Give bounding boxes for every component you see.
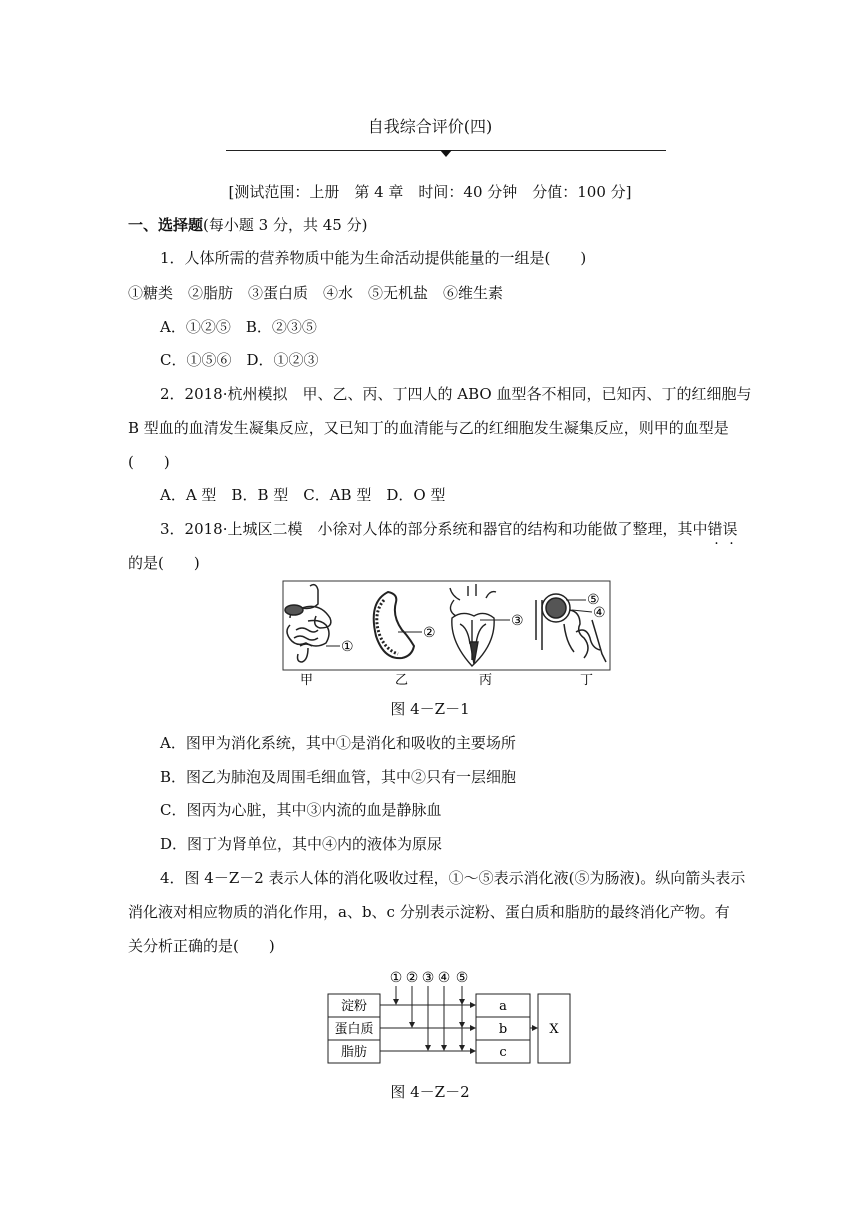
q3-line2: 的是( ) [128, 554, 200, 572]
fig1-label-3: ③ [511, 613, 524, 629]
section-title: 一、选择题 [128, 216, 204, 234]
q4-line2: 消化液对相应物质的消化作用，a、b、c 分别表示淀粉、蛋白质和脂肪的最终消化产物。有 [128, 903, 730, 921]
q3-option-a: A．图甲为消化系统，其中①是消化和吸收的主要场所 [160, 734, 516, 752]
q1-items: ①糖类 ②脂肪 ③蛋白质 ④水 ⑤无机盐 ⑥维生素 [128, 284, 504, 302]
q2-options: A．A 型 B．B 型 C．AB 型 D．O 型 [160, 486, 446, 504]
q4-line3: 关分析正确的是( ) [128, 937, 275, 955]
fig1-label-4: ④ [593, 605, 606, 621]
fig2-number-3: ③ [421, 970, 435, 986]
fig1-name-jia: 甲 [300, 673, 314, 688]
fig1-label-1: ① [341, 639, 354, 655]
q3-option-c: C．图丙为心脏，其中③内流的血是静脉血 [160, 801, 442, 819]
section-note: (每小题 3 分，共 45 分) [203, 216, 368, 234]
test-range: [测试范围：上册 第 4 章 时间：40 分钟 分值：100 分] [228, 183, 632, 201]
alveolus-illustration [374, 592, 414, 658]
fig2-substance-fat: 脂肪 [340, 1045, 368, 1060]
fig2-number-2: ② [405, 970, 419, 986]
fig1-name-bing: 丙 [479, 673, 493, 688]
fig2-product-c: c [499, 1045, 507, 1060]
fig1-label-5: ⑤ [587, 592, 600, 608]
fig1-name-yi: 乙 [395, 673, 409, 688]
fig2-number-1: ① [389, 970, 403, 986]
q2-line3: ( ) [128, 453, 170, 471]
section-heading [128, 214, 367, 235]
digestive-system-illustration [285, 585, 331, 662]
q3-emphasis-1: 错 [707, 520, 723, 538]
q3-line1-text: 3．2018·上城区二模 小徐对人体的部分系统和器官的结构和功能做了整理，其中 [160, 520, 708, 538]
figure-1-caption: 图 4－Z－1 [390, 700, 470, 718]
fig2-substance-starch: 淀粉 [340, 999, 368, 1014]
figure-2-caption: 图 4－Z－2 [390, 1083, 470, 1101]
q2-line2: B 型血的血清发生凝集反应，又已知丁的血清能与乙的红细胞发生凝集反应，则甲的血型是 [128, 419, 729, 437]
fig2-number-5: ⑤ [455, 970, 469, 986]
figure-4-z-2 [320, 962, 580, 1072]
q3-option-b: B．图乙为肺泡及周围毛细血管，其中②只有一层细胞 [160, 768, 517, 786]
fig2-result-x: X [549, 1022, 559, 1037]
fig2-number-4: ④ [437, 970, 451, 986]
q3-line1 [160, 518, 738, 539]
fig1-label-2: ② [423, 625, 436, 641]
q4-line1: 4．图 4－Z－2 表示人体的消化吸收过程，①～⑤表示消化液(⑤为肠液)。纵向箭头表示 [160, 869, 746, 887]
heart-illustration [450, 584, 496, 666]
q1-options-ab: A．①②⑤ B．②③⑤ [160, 318, 317, 336]
q2-line1: 2．2018·杭州模拟 甲、乙、丙、丁四人的 ABO 血型各不相同，已知丙、丁的红细胞与 [160, 385, 752, 403]
figure-4-z-1 [280, 580, 612, 688]
q3-emphasis-2: 误 [722, 520, 738, 538]
q1-stem: 1．人体所需的营养物质中能为生命活动提供能量的一组是( ) [160, 249, 587, 267]
fig2-substance-protein: 蛋白质 [334, 1022, 374, 1037]
q1-options-cd: C．①⑤⑥ D．①②③ [160, 351, 319, 369]
page-title: 自我综合评价(四) [367, 117, 493, 136]
fig1-name-ding: 丁 [580, 673, 594, 688]
q3-option-d: D．图丁为肾单位，其中④内的液体为原尿 [160, 835, 443, 853]
fig2-product-a: a [499, 999, 507, 1014]
divider-marker [440, 150, 452, 157]
fig2-product-b: b [498, 1022, 508, 1037]
